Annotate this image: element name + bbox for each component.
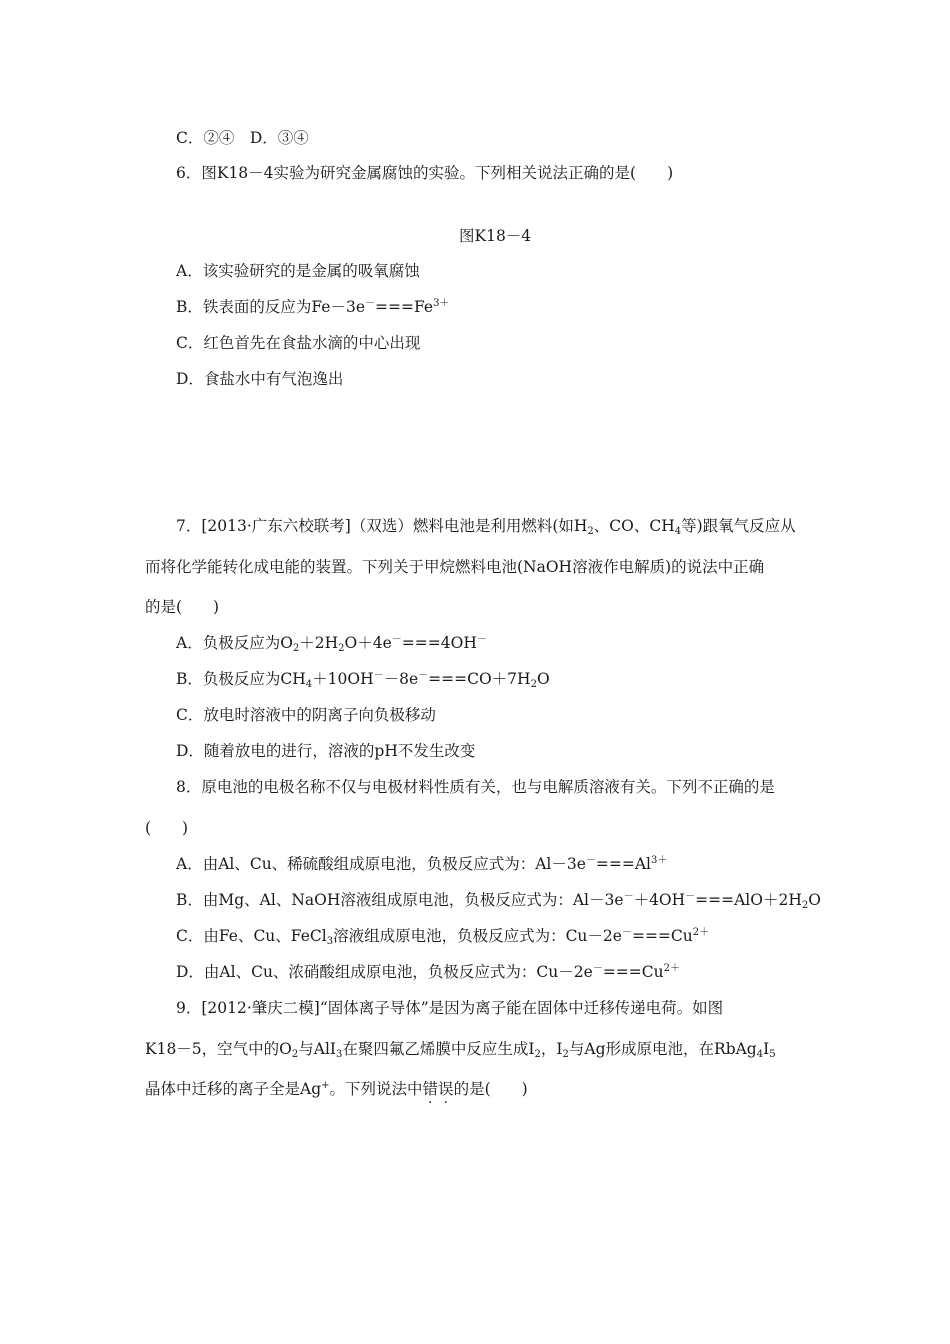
- q9-stem-line1: 9．[2012·肇庆二模]“固体离子导体”是因为离子能在固体中迁移传递电荷。如图: [176, 999, 724, 1017]
- q5-options-cd: C．②④ D．③④: [176, 129, 309, 147]
- q6-option-c: C．红色首先在食盐水滴的中心出现: [176, 334, 421, 352]
- q8-option-b: B．由Mg、Al、NaOH溶液组成原电池，负极反应式为：$Al-3e^-+4OH^-===AlO+2H_2O$: [176, 891, 821, 911]
- q7-stem-line2: 而将化学能转化成电能的装置。下列关于甲烷燃料电池(NaOH溶液作电解质)的说法中正确: [145, 558, 765, 576]
- figure-caption-k18-4: 图K18－4: [459, 227, 532, 245]
- q6-option-a: A．该实验研究的是金属的吸氧腐蚀: [176, 262, 420, 280]
- q7-option-c: C．放电时溶液中的阴离子向负极移动: [176, 706, 436, 724]
- q6-option-d: D．食盐水中有气泡逸出: [176, 370, 344, 388]
- q9-stem-line2: K18－5，空气中的$O_2$与AlI$_3$在聚四氟乙烯膜中反应生成$I_2$，$I_2$与Ag形成原电池，在$RbAg_4I_5$: [145, 1040, 776, 1060]
- q6-stem: 6．图K18－4实验为研究金属腐蚀的实验。下列相关说法正确的是( ): [176, 164, 674, 182]
- emphasis-char-2: 误: [438, 1080, 454, 1098]
- q8-option-c: C．由Fe、Cu、FeCl$_3$溶液组成原电池，负极反应式为：$Cu-2e^-===Cu^{2+}$: [176, 927, 710, 947]
- q7-stem-line1: 7．[2013·广东六校联考]（双选）燃料电池是利用燃料(如$H_2$、CO、$CH_4$等)跟氧气反应从: [176, 517, 796, 537]
- q6-option-b: B．铁表面的反应为$Fe-3e^-===Fe^{3+}$: [176, 298, 450, 316]
- q7-option-d: D．随着放电的进行，溶液的pH不发生改变: [176, 742, 476, 760]
- q9-stem-line3: 晶体中迁移的离子全是Ag+。下列说法中错误的是( ): [145, 1080, 528, 1098]
- q7-option-a: A．负极反应为$O_2+2H_2O+4e^-===4OH^-$: [176, 634, 487, 654]
- q8-stem-line1: 8．原电池的电极名称不仅与电极材料性质有关，也与电解质溶液有关。下列不正确的是: [176, 778, 775, 796]
- q7-option-b: B．负极反应为$CH_4+10OH^--8e^-===CO+7H_2O$: [176, 670, 550, 690]
- q8-option-a: A．由Al、Cu、稀硫酸组成原电池，负极反应式为：$Al-3e^-===Al^{3+}$: [176, 855, 668, 873]
- q8-stem-line2: ( ): [145, 819, 189, 837]
- q7-stem-line3: 的是( ): [145, 598, 220, 616]
- emphasis-char-1: 错: [422, 1080, 439, 1098]
- q8-option-d: D．由Al、Cu、浓硝酸组成原电池，负极反应式为：$Cu-2e^-===Cu^{2+}$: [176, 963, 680, 981]
